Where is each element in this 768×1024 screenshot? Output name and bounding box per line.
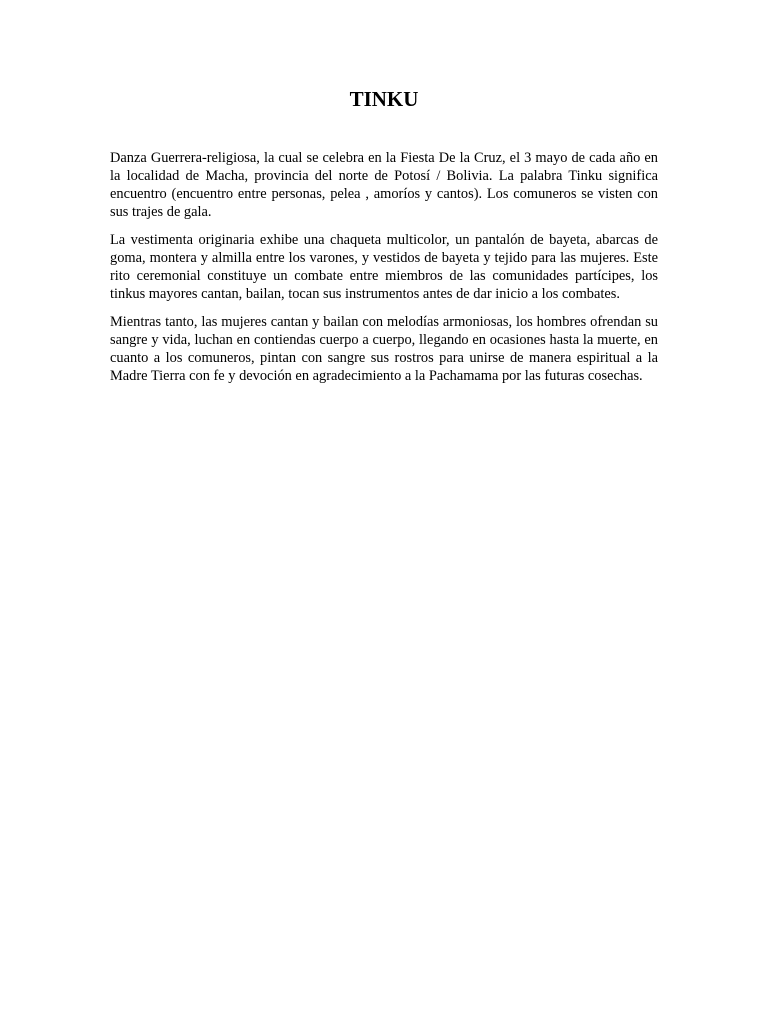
paragraph-1: Danza Guerrera-religiosa, la cual se celebra en la Fiesta De la Cruz, el 3 mayo de cada año en la localidad de Macha, provincia del norte de Potosí / Bolivia. La palabra Tinku significa encuentro (encuentro entre personas, pelea , amoríos y cantos). Los comuneros se visten con sus trajes de gala. <box>110 150 658 220</box>
paragraph-3: Mientras tanto, las mujeres cantan y bailan con melodías armoniosas, los hombres ofrendan su sangre y vida, luchan en contiendas cuerpo a cuerpo, llegando en ocasiones hasta la muerte, en cuanto a los comuneros, pintan con sangre sus rostros para unirse de manera espiritual a la Madre Tierra con fe y devoción en agradecimiento a la Pachamama por las futuras cosechas. <box>110 314 658 384</box>
document-title: TINKU <box>349 87 419 111</box>
paragraph-2: La vestimenta originaria exhibe una chaqueta multicolor, un pantalón de bayeta, abarcas de goma, montera y almilla entre los varones, y vestidos de bayeta y tejido para las mujeres. Este rito ceremonial constituye un combate entre miembros de las comunidades partícipes, los tinkus mayores cantan, bailan, tocan sus instrumentos antes de dar inicio a los combates. <box>110 232 658 302</box>
document-body <box>110 149 658 395</box>
